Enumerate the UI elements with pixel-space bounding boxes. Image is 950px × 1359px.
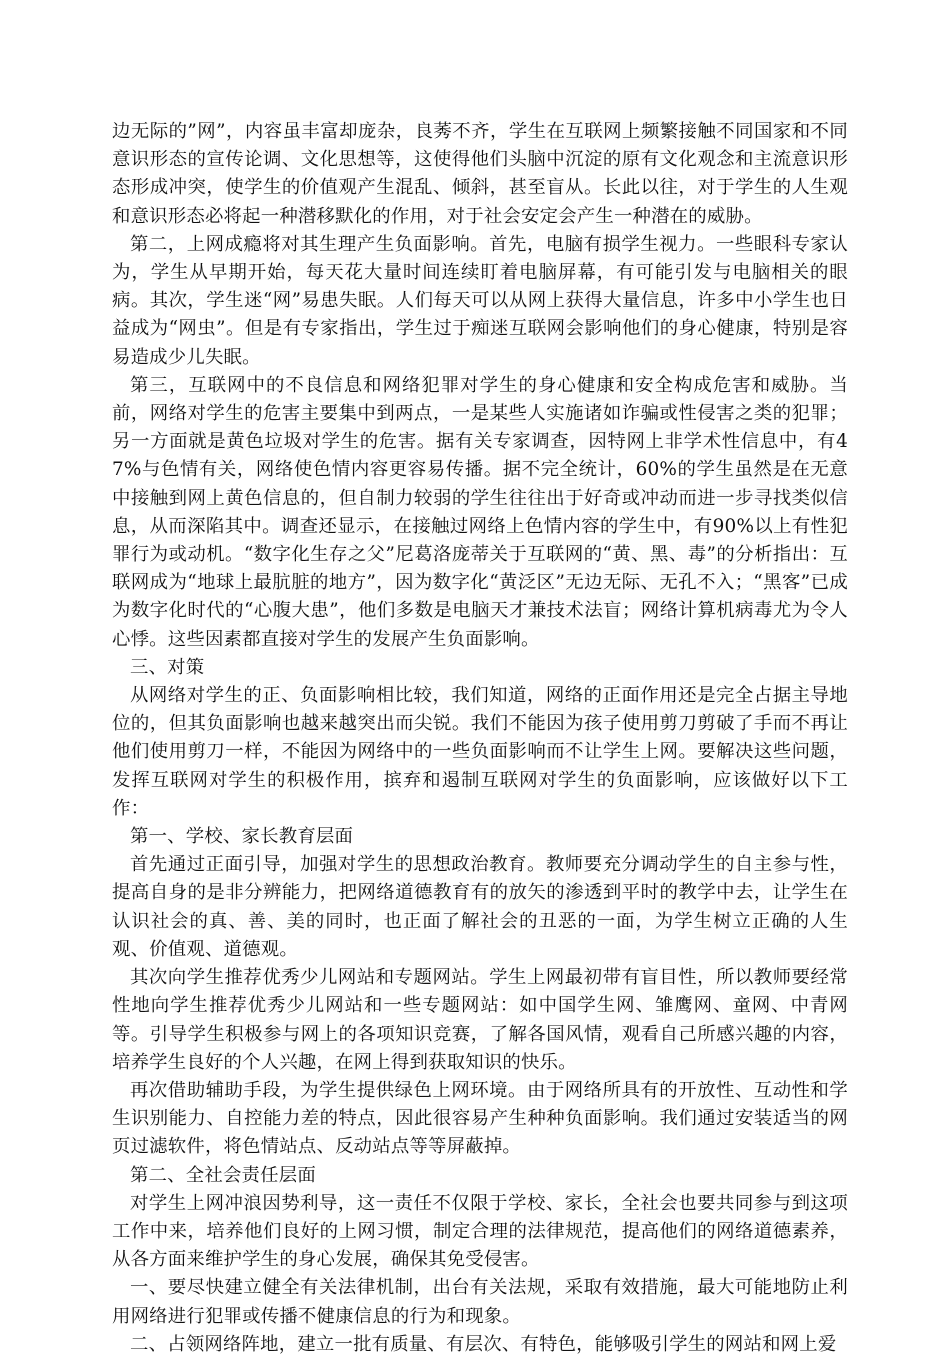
paragraph-harmful-info-crime: 第三，互联网中的不良信息和网络犯罪对学生的身心健康和安全构成危害和威胁。当前，网络对学生的危害主要集中到两点，一是某些人实施诸如诈骗或性侵害之类的犯罪；另一方面就是黄色垃圾对学生的危害。据有关专家调查，因特网上非学术性信息中，有47%与色情有关，网络使色情内容更容易传播。据不完全统计，60%的学生虽然是在无意中接触到网上黄色信息的，但自制力较弱的学生往往出于好奇或冲动而进一步寻找类似信息，从而深陷其中。调查还显示，在接触过网络上色情内容的学生中，有90%以上有性犯罪行为或动机。“数字化生存之父”尼葛洛庞蒂关于互联网的“黄、黑、毒”的分析指出：互联网成为“地球上最肮脏的地方”，因为数字化“黄泛区”无边无际、无孔不入；“黑客”已成为数字化时代的“心腹大患”，他们多数是电脑天才兼技术法盲；网络计算机病毒尤为令人心悸。这些因素都直接对学生的发展产生负面影响。 <box>112 374 848 650</box>
paragraph-ideology-impact: 边无际的”网”，内容虽丰富却庞杂，良莠不齐，学生在互联网上频繁接触不同国家和不同意识形态的宣传论调、文化思想等，这使得他们头脑中沉淀的原有文化观念和主流意识形态形成冲突，使学生的价值观产生混乱、倾斜，甚至盲从。长此以往，对于学生的人生观和意识形态必将起一种潜移默化的作用，对于社会安定会产生一种潜在的威胁。 <box>112 121 848 227</box>
paragraph-green-environment: 再次借助辅助手段，为学生提供绿色上网环境。由于网络所具有的开放性、互动性和学生识别能力、自控能力差的特点，因此很容易产生种种负面影响。我们通过安装适当的网页过滤软件，将色情站点、反动站点等等屏蔽掉。 <box>112 1079 848 1158</box>
paragraph-society-guidance: 对学生上网冲浪因势利导，这一责任不仅限于学校、家长，全社会也要共同参与到这项工作中来，培养他们良好的上网习惯，制定合理的法律规范，提高他们的网络道德素养，从各方面来维护学生的身心发展，确保其免受侵害。 <box>112 1192 848 1271</box>
paragraph-recommend-websites: 其次向学生推荐优秀少儿网站和专题网站。学生上网最初带有盲目性，所以教师要经常性地向学生推荐优秀少儿网站和一些专题网站：如中国学生网、雏鹰网、童网、中青网等。引导学生积极参与网上的各项知识竞赛，了解各国风情，观看自己所感兴趣的内容，培养学生良好的个人兴趣，在网上得到获取知识的快乐。 <box>112 967 848 1073</box>
subheading-school-family: 第一、学校、家长教育层面 <box>130 826 354 848</box>
paragraph-positive-guidance: 首先通过正面引导，加强对学生的思想政治教育。教师要充分调动学生的自主参与性，提高自身的是非分辨能力，把网络道德教育有的放矢的渗透到平时的教学中去，让学生在认识社会的真、善、美的同时，也正面了解社会的丑恶的一面，为学生树立正确的人生观、价值观、道德观。 <box>112 854 848 960</box>
paragraph-physical-harm: 第二，上网成瘾将对其生理产生负面影响。首先，电脑有损学生视力。一些眼科专家认为，学生从早期开始，每天花大量时间连续盯着电脑屏幕，有可能引发与电脑相关的眼病。其次，学生迷“网”易患失眠。人们每天可以从网上获得大量信息，许多中小学生也日益成为“网虫”。但是有专家指出，学生过于痴迷互联网会影响他们的身心健康，特别是容易造成少儿失眠。 <box>112 233 848 368</box>
paragraph-legal-mechanism: 一、要尽快建立健全有关法律机制，出台有关法规，采取有效措施，最大可能地防止利用网络进行犯罪或传播不健康信息的行为和现象。 <box>112 1277 848 1327</box>
section-heading-countermeasures: 三、对策 <box>130 656 205 678</box>
document-page <box>112 118 848 1359</box>
subheading-society-responsibility: 第二、全社会责任层面 <box>130 1164 316 1186</box>
paragraph-network-position: 二、占领网络阵地，建立一批有质量、有层次、有特色，能够吸引学生的网站和网上爱 <box>130 1333 837 1355</box>
paragraph-countermeasures-intro: 从网络对学生的正、负面影响相比较，我们知道，网络的正面作用还是完全占据主导地位的，但其负面影响也越来越突出而尖锐。我们不能因为孩子使用剪刀剪破了手而不再让他们使用剪刀一样，不能因为网络中的一些负面影响而不让学生上网。要解决这些问题，发挥互联网对学生的积极作用，摈弃和遏制互联网对学生的负面影响，应该做好以下工作： <box>112 685 848 819</box>
